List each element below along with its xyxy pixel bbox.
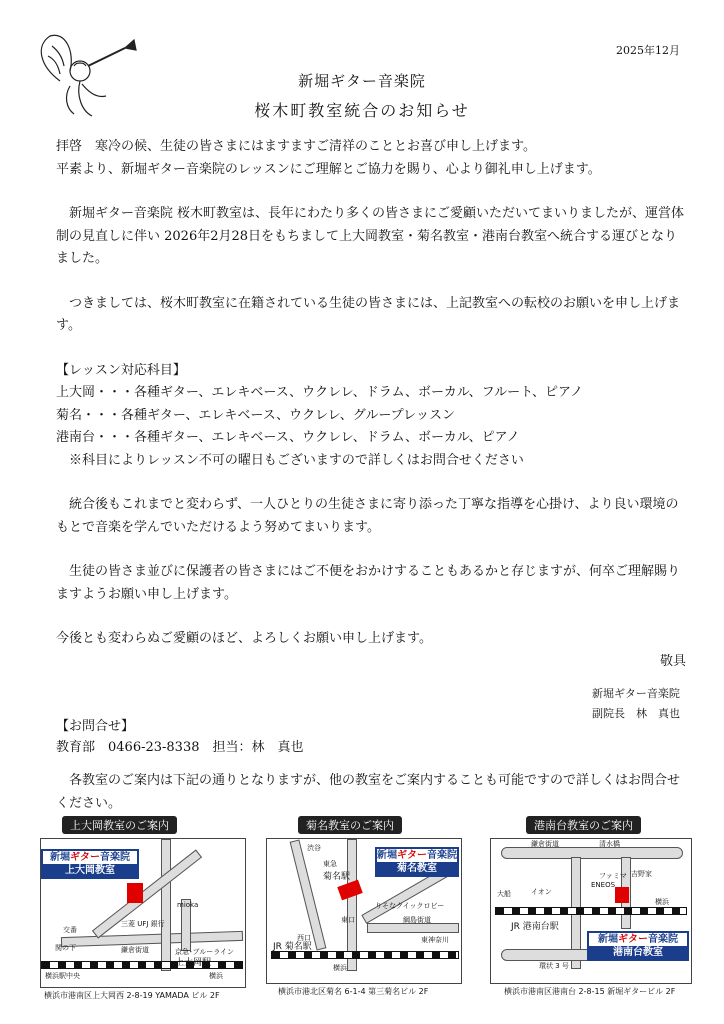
map-kikuna-title: 菊名教室のご案内 bbox=[298, 816, 402, 834]
commitment-paragraph: 統合後もこれまでと変わらず、一人ひとりの生徒さまに寄り添った丁寧な指導を心掛け、より良い環境のもとで音楽を学んでいただけるよう努めてまいります。 bbox=[56, 497, 679, 535]
map-konandai-frame: 新堀ギター音楽院 港南台教室 鎌倉街道 清水橋 大船 イオン ファミマ 吉野家 ENEOS JR 港南台駅 横浜 環状 3 号 bbox=[490, 838, 692, 984]
lesson-note: ※科目によりレッスン不可の曜日もございますので詳しくはお問合せください bbox=[69, 452, 524, 468]
contact-line: 教育部 0466-23-8338 担当：林 真也 bbox=[56, 740, 304, 755]
map-kikuna bbox=[266, 816, 466, 1006]
guide-paragraph-wrap bbox=[56, 770, 686, 815]
lesson-heading: 【レッスン対応科目】 bbox=[56, 362, 186, 378]
map-kikuna-address: 横浜市港北区菊名 6-1-4 第三菊名ビル 2F bbox=[278, 987, 429, 996]
contact-heading: 【お問合せ】 bbox=[56, 719, 135, 734]
map-kikuna-frame: 新堀ギター音楽院 菊名教室 渋谷 東急 菊名駅 りそなクイックロビー 東口 綱島街道 東神奈川 西口 横浜 JR 菊名駅 bbox=[266, 838, 462, 984]
map-kamiooka-frame: 新堀ギター音楽院 上大岡教室 mioka 三菱 UFJ 銀行 鎌倉街道 関の下 交番 京急･ブルーライン 上大岡駅 横浜駅中央 横浜 bbox=[40, 838, 246, 988]
signature-person: 副院長 林 真也 bbox=[592, 707, 680, 720]
map-kamiooka-title: 上大岡教室のご案内 bbox=[62, 816, 177, 834]
map-konandai bbox=[490, 816, 696, 1006]
map-konandai-address: 横浜市港南区港南台 2-8-15 新堀ギタービル 2F bbox=[504, 987, 676, 996]
map-kamiooka bbox=[40, 816, 248, 1006]
page-title-organization: 新堀ギター音楽院 bbox=[298, 72, 426, 90]
map-kikuna-sign: 新堀ギター音楽院 菊名教室 bbox=[375, 847, 459, 877]
announcement-paragraph: 新堀ギター音楽院 桜木町教室は、長年にわたり多くの皆さまにご愛顧いただいてまいりましたが、運営体制の見直しに伴い 2026年2月28日をもちまして上大岡教室・菊名教室・港南台教室へ統合する運びとなりました。 bbox=[56, 206, 685, 266]
transfer-request-paragraph: つきましては、桜木町教室に在籍されている生徒の皆さまには、上記教室への転校のお願いを申し上げます。 bbox=[56, 295, 681, 333]
closing-word: 敬具 bbox=[659, 653, 686, 669]
apology-paragraph: 生徒の皆さま並びに保護者の皆さまにはご不便をおかけすることもあるかと存じますが、何卒ご理解賜りますようお願い申し上げます。 bbox=[56, 564, 681, 602]
regards-paragraph: 今後とも変わらぬご愛顧のほど、よろしくお願い申し上げます。 bbox=[56, 631, 432, 646]
contact-block bbox=[56, 716, 686, 758]
map-kamiooka-sign: 新堀ギター音楽院 上大岡教室 bbox=[41, 849, 139, 879]
map-konandai-sign: 新堀ギター音楽院 港南台教室 bbox=[587, 931, 689, 961]
guide-paragraph: 各教室のご案内は下記の通りとなりますが、他の教室をご案内することも可能ですので詳しくはお問合せください。 bbox=[56, 773, 681, 811]
lesson-kikuna: 菊名・・・各種ギター、エレキベース、ウクレレ、グループレッスン bbox=[56, 407, 456, 423]
map-kamiooka-address: 横浜市港南区上大岡西 2-8-19 YAMADA ビル 2F bbox=[44, 991, 220, 1000]
greeting-line-2: 平素より、新堀ギター音楽院のレッスンにご理解とご協力を賜り、心より御礼申し上げます。 bbox=[56, 161, 601, 177]
greeting-line-1: 拝啓 寒冷の候、生徒の皆さまにはますますご清祥のこととお喜び申し上げます。 bbox=[56, 139, 536, 154]
page-title: 桜木町教室統合のお知らせ bbox=[254, 101, 470, 120]
lesson-konandai: 港南台・・・各種ギター、エレキベース、ウクレレ、ドラム、ボーカル、ピアノ bbox=[56, 430, 520, 445]
signature-organization: 新堀ギター音楽院 bbox=[592, 687, 680, 700]
issue-date: 2025年12月 bbox=[616, 44, 680, 57]
lesson-kamiooka: 上大岡・・・各種ギター、エレキベース、ウクレレ、ドラム、ボーカル、フルート、ピアノ bbox=[56, 385, 583, 400]
letter-body bbox=[56, 136, 686, 673]
map-konandai-title: 港南台教室のご案内 bbox=[526, 816, 641, 834]
